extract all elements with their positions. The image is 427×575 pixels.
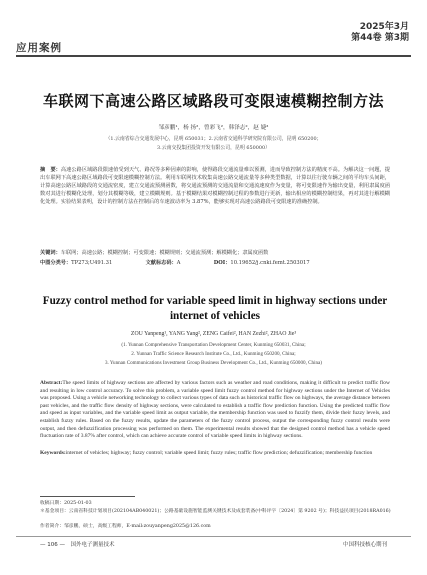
- paper-title-cn: 车联网下高速公路区域路段可变限速模糊控制方法: [42, 92, 384, 110]
- page-footer: [0, 540, 427, 552]
- authors-en: ZOU Yanpeng¹, YANG Yang², ZENG Caifei², HAN Zezhi², ZHAO Jie³: [130, 331, 297, 337]
- abstract-cn-text: 高速公路区域路段限速值受到天气、路况等多种因素的影响，使得路段交通流量难以预测，进而导致控制方法的精度不高。为解决这一问题，提出车联网下高速公路区域路段可变限速模糊控制方法。利用车联网技术收集高速公路交通流量等多种类型数据，计算以往行驶车辆之间的平均车头间距，计算高速公路区域路段的交通流密度，建立交通流预测函数，将交通流预测的交通流量和交通流速度作为变量，将可变限速作为输出变量，利用隶属度函数对其进行模糊化处理，划分其模糊等级，建立模糊规则。基于模糊结果对模糊控制过程的参数进行更新，输出相应的模糊控制结果，再对其进行解模糊化处理。实验结果表明，设计的控制方法在控制后的车速波动率为 3.87%，能够实现对高速公路路段可变限速的准确控制。: [40, 167, 390, 206]
- fund-note: ＊基金项目：云南省科技计划项目(202104AB040021)；公路基础设施智能监测关键技术及成套装备(中科评字〔2024〕第 9202 号)；科技益民项目(2018RA016): [40, 509, 391, 514]
- abstract-en: [40, 380, 390, 441]
- paper-title-en: Fuzzy control method for variable speed limit in highway sections under internet of vehicles: [42, 295, 388, 322]
- issue-info: [351, 22, 409, 44]
- keywords-cn-text: 车联网；高速公路；模糊控制；可变限速；模糊规则；交通流预测；解模糊化；隶属度函数: [60, 250, 269, 256]
- footnote-rule: [40, 496, 135, 497]
- clc-value: TP273;U491.31: [71, 260, 113, 266]
- affiliation-en-3: 3. Yunnan Communications Investment Group Business Development Co., Ltd., Kunming 650000, China): [105, 360, 322, 366]
- authors-cn: 邹彦鹏¹，杨 扬²，曾彩飞²，韩泽志²，赵 婕³: [158, 125, 269, 131]
- doi-label: DOI：: [213, 260, 231, 266]
- doc-code-label: 文献标志码：: [145, 260, 177, 266]
- issue-volume: 第44卷 第3期: [351, 33, 409, 43]
- abstract-cn: [40, 166, 390, 206]
- affiliation-cn-1: （1.云南省综合交通发展中心，昆明 650031；2.云南省交通科学研究院有限公司，昆明 650200；: [105, 136, 322, 142]
- author-bio: 作者简介：邹彦鹏，硕士，高级工程师，E-mail:zouyanpeng2025@126.com: [40, 524, 211, 529]
- page-number-journal: — 106 — 国外电子测量技术: [40, 542, 115, 548]
- received-date: 收稿日期：2025-01-03: [40, 501, 92, 506]
- keywords-en-text: internet of vehicles; highway; fuzzy control; variable speed limit; fuzzy rules; traffic flow prediction; defuzzification; membership function: [65, 450, 373, 456]
- doi-value: 10.19652/j.cnki.femt.2503017: [230, 260, 310, 266]
- abstract-en-text: The speed limits of highway sections are affected by various factors such as weather and road conditions, making it difficult to predict traffic flow and resulting in low control accuracy. To solve this problem, a variable speed limit fuzzy control method for highway sections under the Internet of Vehicles was proposed. Using a vehicle networking technology to collect various types of data such as historical traffic flow on highways, the average distance between past vehicles, and the traffic flow density of highway sections, were calculated to establish a traffic flow prediction function. Using the predicted traffic flow and speed as input variables, and the variable speed limit as output variable, the membership function was used to fuzzify them, divide their fuzzy levels, and establish fuzzy rules. Based on the fuzzy results, update the parameters of the fuzzy control process, output the corresponding fuzzy control results were output, and then defuzzification processing was performed on them. The experimental results showed that the designed control method has a vehicle speed fluctuation rate of 3.87% after control, which can achieve accurate control of variable speed limits in highway sections.: [40, 380, 390, 440]
- doc-code-value: A: [176, 260, 181, 266]
- footer-rule: [16, 536, 411, 537]
- issue-date: 2025年3月: [359, 22, 409, 32]
- affiliation-en-2: 2. Yunnan Traffic Science Research Institute Co., Ltd., Kunming 650200, China;: [131, 351, 296, 357]
- keywords-cn-label: 关键词：: [40, 250, 61, 256]
- classification-cn: [40, 259, 310, 266]
- keywords-cn: [40, 249, 268, 256]
- abstract-cn-label: 摘 要：: [40, 167, 61, 173]
- affiliation-cn-2: 3.云南交投集团投资开发有限公司，昆明 650000）: [157, 145, 270, 151]
- section-label: 应用案例: [16, 42, 62, 54]
- clc-label: 中图分类号：: [40, 260, 72, 266]
- affiliation-en-1: (1. Yunnan Comprehensive Transportation Development Center, Kunming 650031, China;: [121, 342, 306, 348]
- header-rule: [16, 55, 411, 57]
- keywords-en: [40, 450, 390, 458]
- journal-tag: 中国科技核心期刊: [342, 542, 387, 548]
- keywords-en-label: Keywords:: [40, 450, 66, 456]
- abstract-en-label: Abstract:: [40, 380, 63, 386]
